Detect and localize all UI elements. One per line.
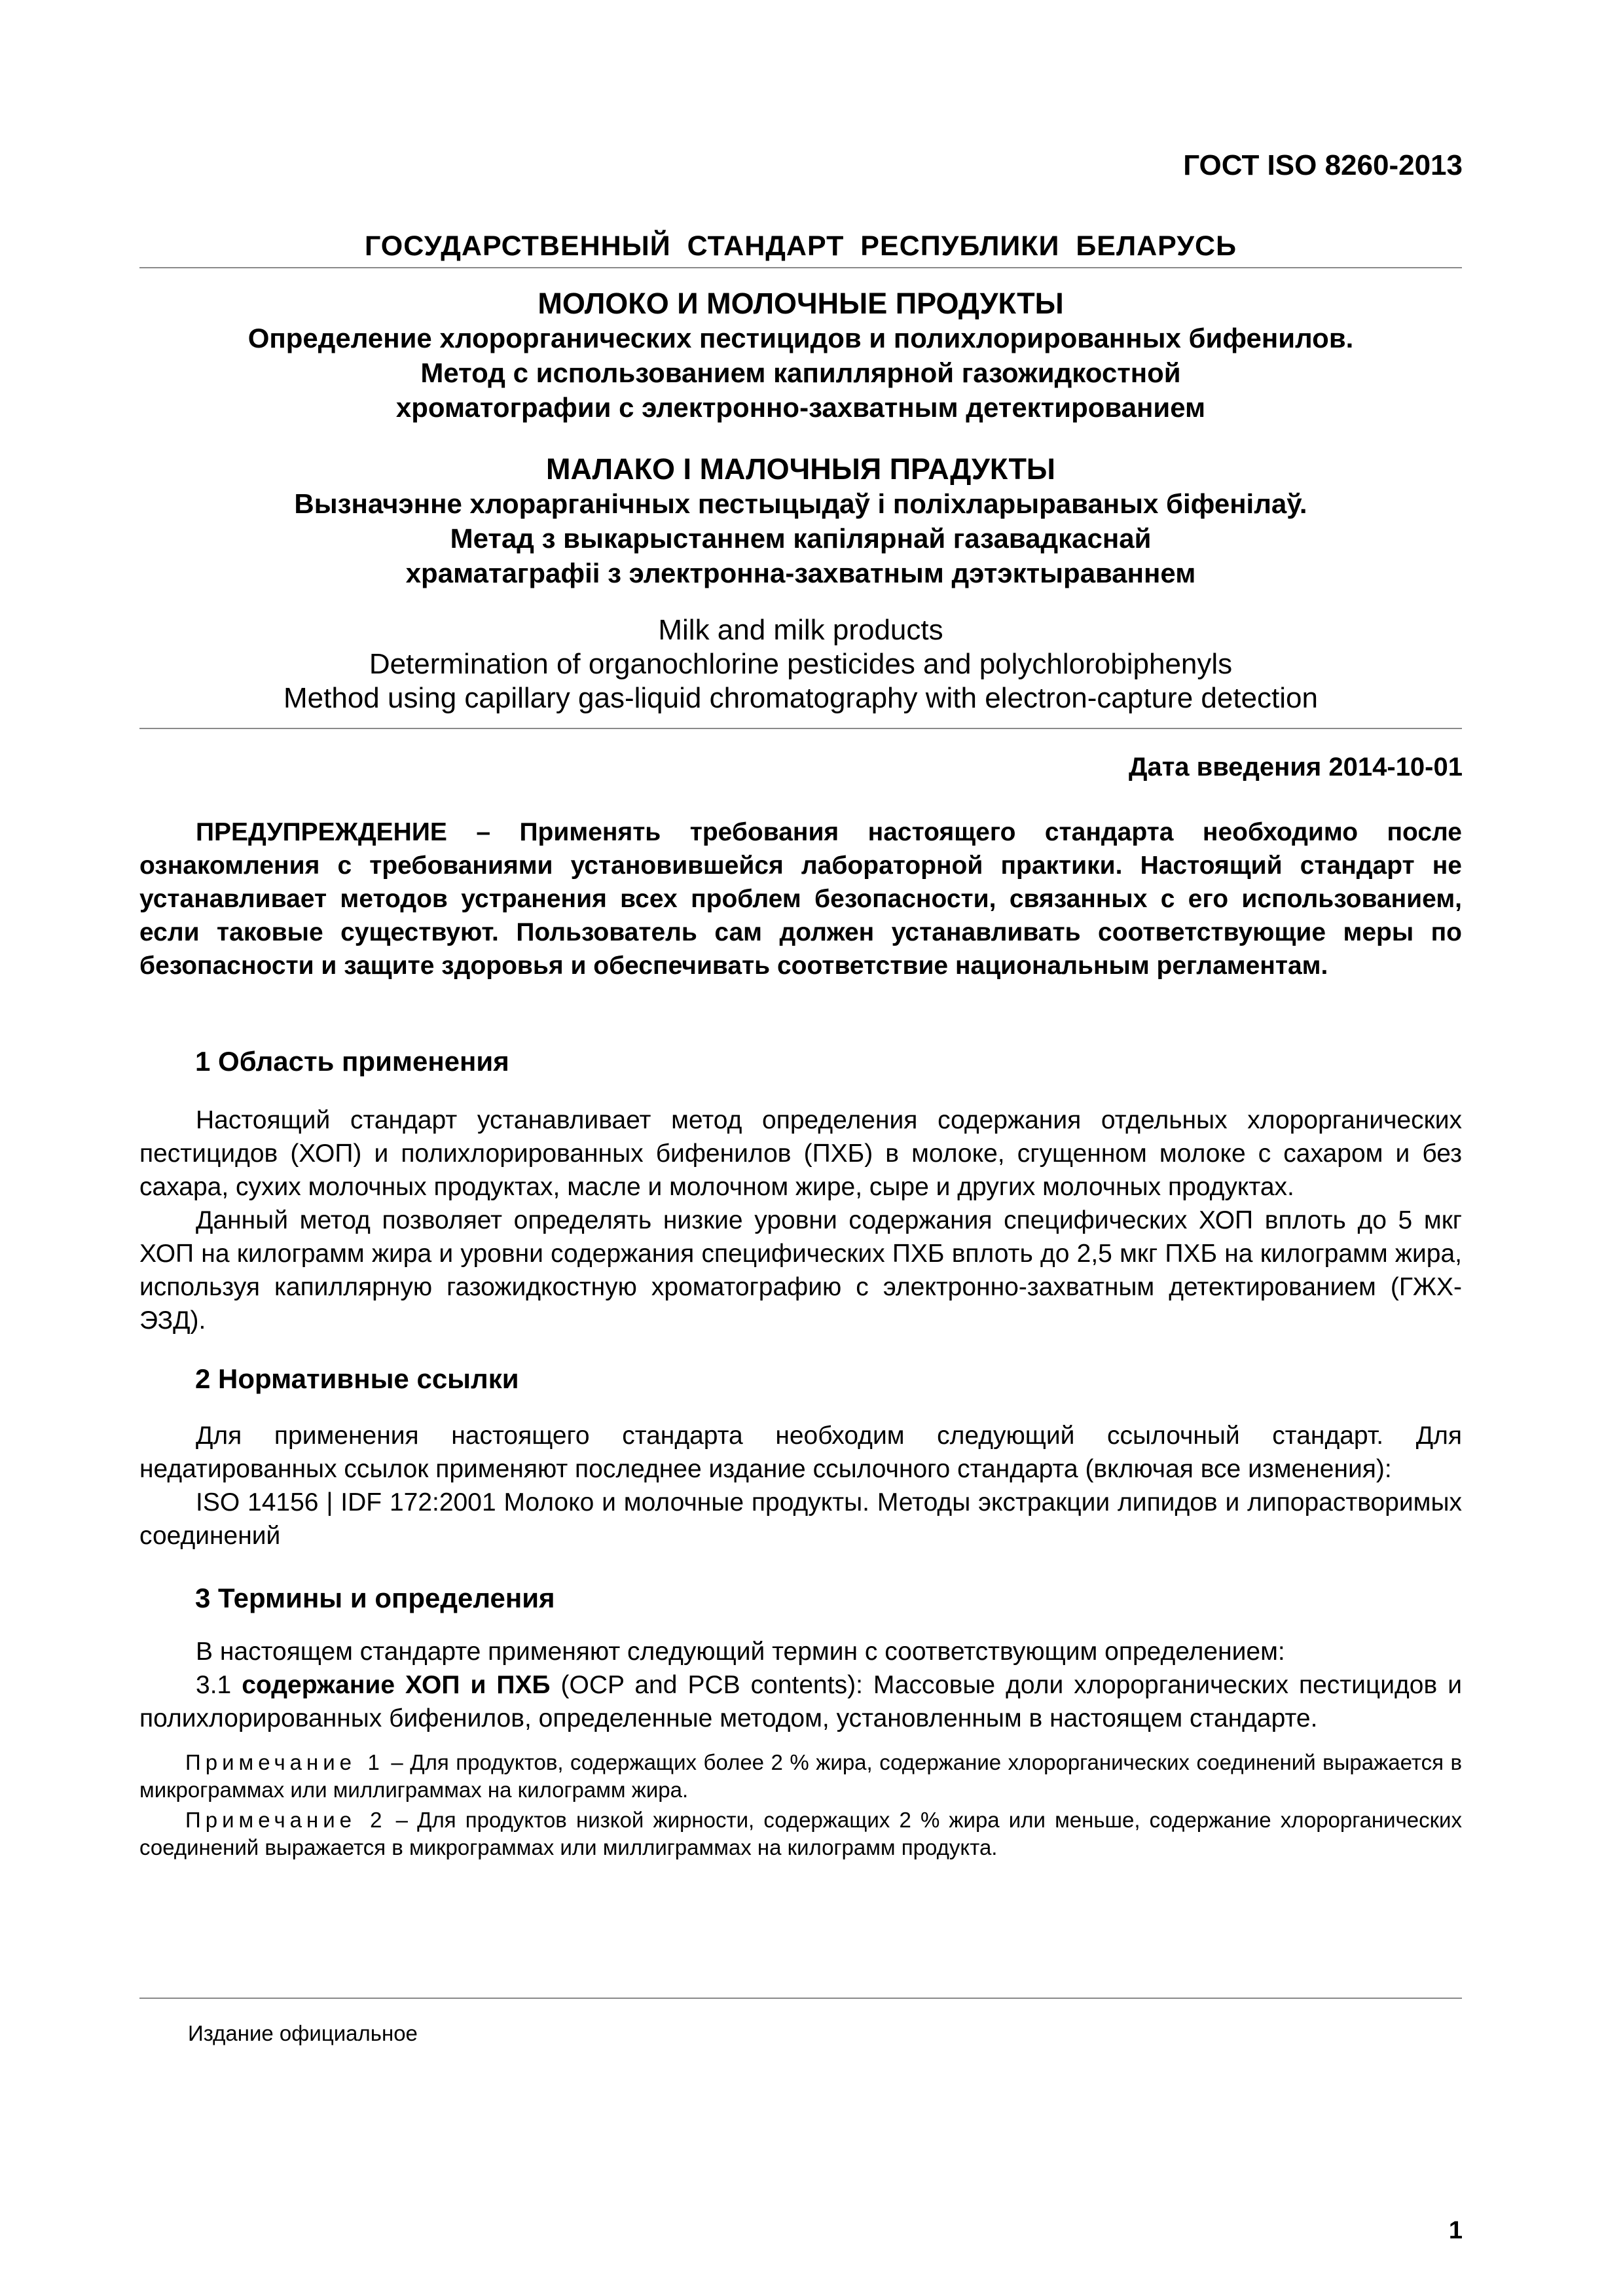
title-ru-head: МОЛОКО И МОЛОЧНЫЕ ПРОДУКТЫ (538, 287, 1064, 320)
note-label: Примечание 1 (185, 1750, 384, 1774)
paragraph: Данный метод позволяет определять низкие уровни содержания специфических ХОП вплоть до 5 мкг ХОП на килограмм жира и уровни содержания специфических ПХБ вплоть до 2,5 мкг ПХБ на килограмм жира, используя капиллярную газожидкостную хроматографию с электронно-захватным детектированием (ГЖХ-ЭЗД). (139, 1206, 1462, 1335)
term-definition (139, 1668, 1462, 1735)
term-number: 3.1 (196, 1671, 232, 1699)
section-2-body (139, 1419, 1462, 1552)
note-text: – Для продуктов низкой жирности, содержащих 2 % жира или меньше, содержание хлорорганических соединений выражается в микрограммах или миллиграммах на килограмм продукта. (139, 1808, 1462, 1859)
page-number: 1 (1448, 2217, 1463, 2244)
section-3-heading: 3 Термины и определения (195, 1583, 555, 1613)
warning-text: ПРЕДУПРЕЖДЕНИЕ – Применять требования настоящего стандарта необходимо после ознакомления с требованиями установившейся лабораторной практики. Настоящий стандарт не устанавливает методов устранения всех проблем безопасности, связанных с его использованием, если таковые существуют. Пользователь сам должен устанавливать соответствующие меры по безопасности и защите здоровья и обеспечивать соответствие национальным регламентам. (139, 818, 1462, 980)
title-ru-line: Определение хлорорганических пестицидов и полихлорированных бифенилов. (247, 323, 1354, 353)
title-divider (139, 728, 1462, 729)
footer-divider (139, 1998, 1462, 1999)
official-edition-label: Издание официальное (188, 2021, 418, 2045)
section-1-heading: 1 Область применения (195, 1046, 509, 1077)
state-standard-title: ГОСУДАРСТВЕННЫЙ СТАНДАРТ РЕСПУБЛИКИ БЕЛАРУСЬ (364, 230, 1237, 262)
title-en-line: Determination of organochlorine pesticides and polychlorobiphenyls (369, 648, 1233, 680)
title-en-line: Milk and milk products (658, 614, 943, 646)
paragraph: ISO 14156 | IDF 172:2001 Молоко и молочные продукты. Методы экстракции липидов и липорастворимых соединений (139, 1488, 1462, 1550)
note-1 (139, 1749, 1462, 1804)
title-english (139, 613, 1462, 715)
title-belarusian (139, 452, 1462, 590)
title-by-line: Метад з выкарыстаннем капілярнай газавадкаснай (450, 523, 1152, 554)
document-code: ГОСТ ISO 8260-2013 (1183, 149, 1463, 181)
section-3-body (139, 1635, 1462, 1735)
title-russian (139, 286, 1462, 425)
title-en-line: Method using capillary gas-liquid chromatography with electron-capture detection (283, 682, 1318, 714)
paragraph: В настоящем стандарте применяют следующий термин с соответствующим определением: (196, 1638, 1285, 1666)
term-text: (OCP and PCB contents): Массовые доли хлорорганических пестицидов и полихлорированных бифенилов, определенные методом, установленным в настоящем стандарте. (139, 1671, 1463, 1732)
section-2-heading: 2 Нормативные ссылки (195, 1363, 519, 1394)
title-by-line: храматаграфіі з электронна-захватным дэтэктыраваннем (405, 558, 1196, 588)
note-label: Примечание 2 (185, 1808, 387, 1832)
title-by-line: Вызначэнне хлорарганічных пестыцыдаў і поліхларыраваных біфенілаў. (294, 488, 1307, 519)
note-text: – Для продуктов, содержащих более 2 % жира, содержание хлорорганических соединений выражается в микрограммах или миллиграммах на килограмм жира. (139, 1750, 1462, 1802)
note-2 (139, 1806, 1462, 1861)
title-ru-line: хроматографии с электронно-захватным детектированием (395, 392, 1206, 423)
title-by-head: МАЛАКО І МАЛОЧНЫЯ ПРАДУКТЫ (545, 452, 1055, 486)
paragraph: Для применения настоящего стандарта необходим следующий ссылочный стандарт. Для недатированных ссылок применяют последнее издание ссылочного стандарта (включая все изменения): (139, 1422, 1462, 1483)
term-name: содержание ХОП и ПХБ (242, 1671, 551, 1699)
title-ru-line: Метод с использованием капиллярной газожидкостной (420, 357, 1181, 388)
paragraph: Настоящий стандарт устанавливает метод определения содержания отдельных хлорорганических пестицидов (ХОП) и полихлорированных бифенилов (ПХБ) в молоке, сгущенном молоке с сахаром и без сахара, сухих молочных продуктах, масле и молочном жире, сыре и других молочных продуктах. (139, 1106, 1462, 1201)
top-divider (139, 267, 1462, 268)
section-1-body (139, 1103, 1462, 1337)
introduction-date: Дата введения 2014-10-01 (1128, 753, 1463, 781)
warning-paragraph (139, 816, 1462, 982)
